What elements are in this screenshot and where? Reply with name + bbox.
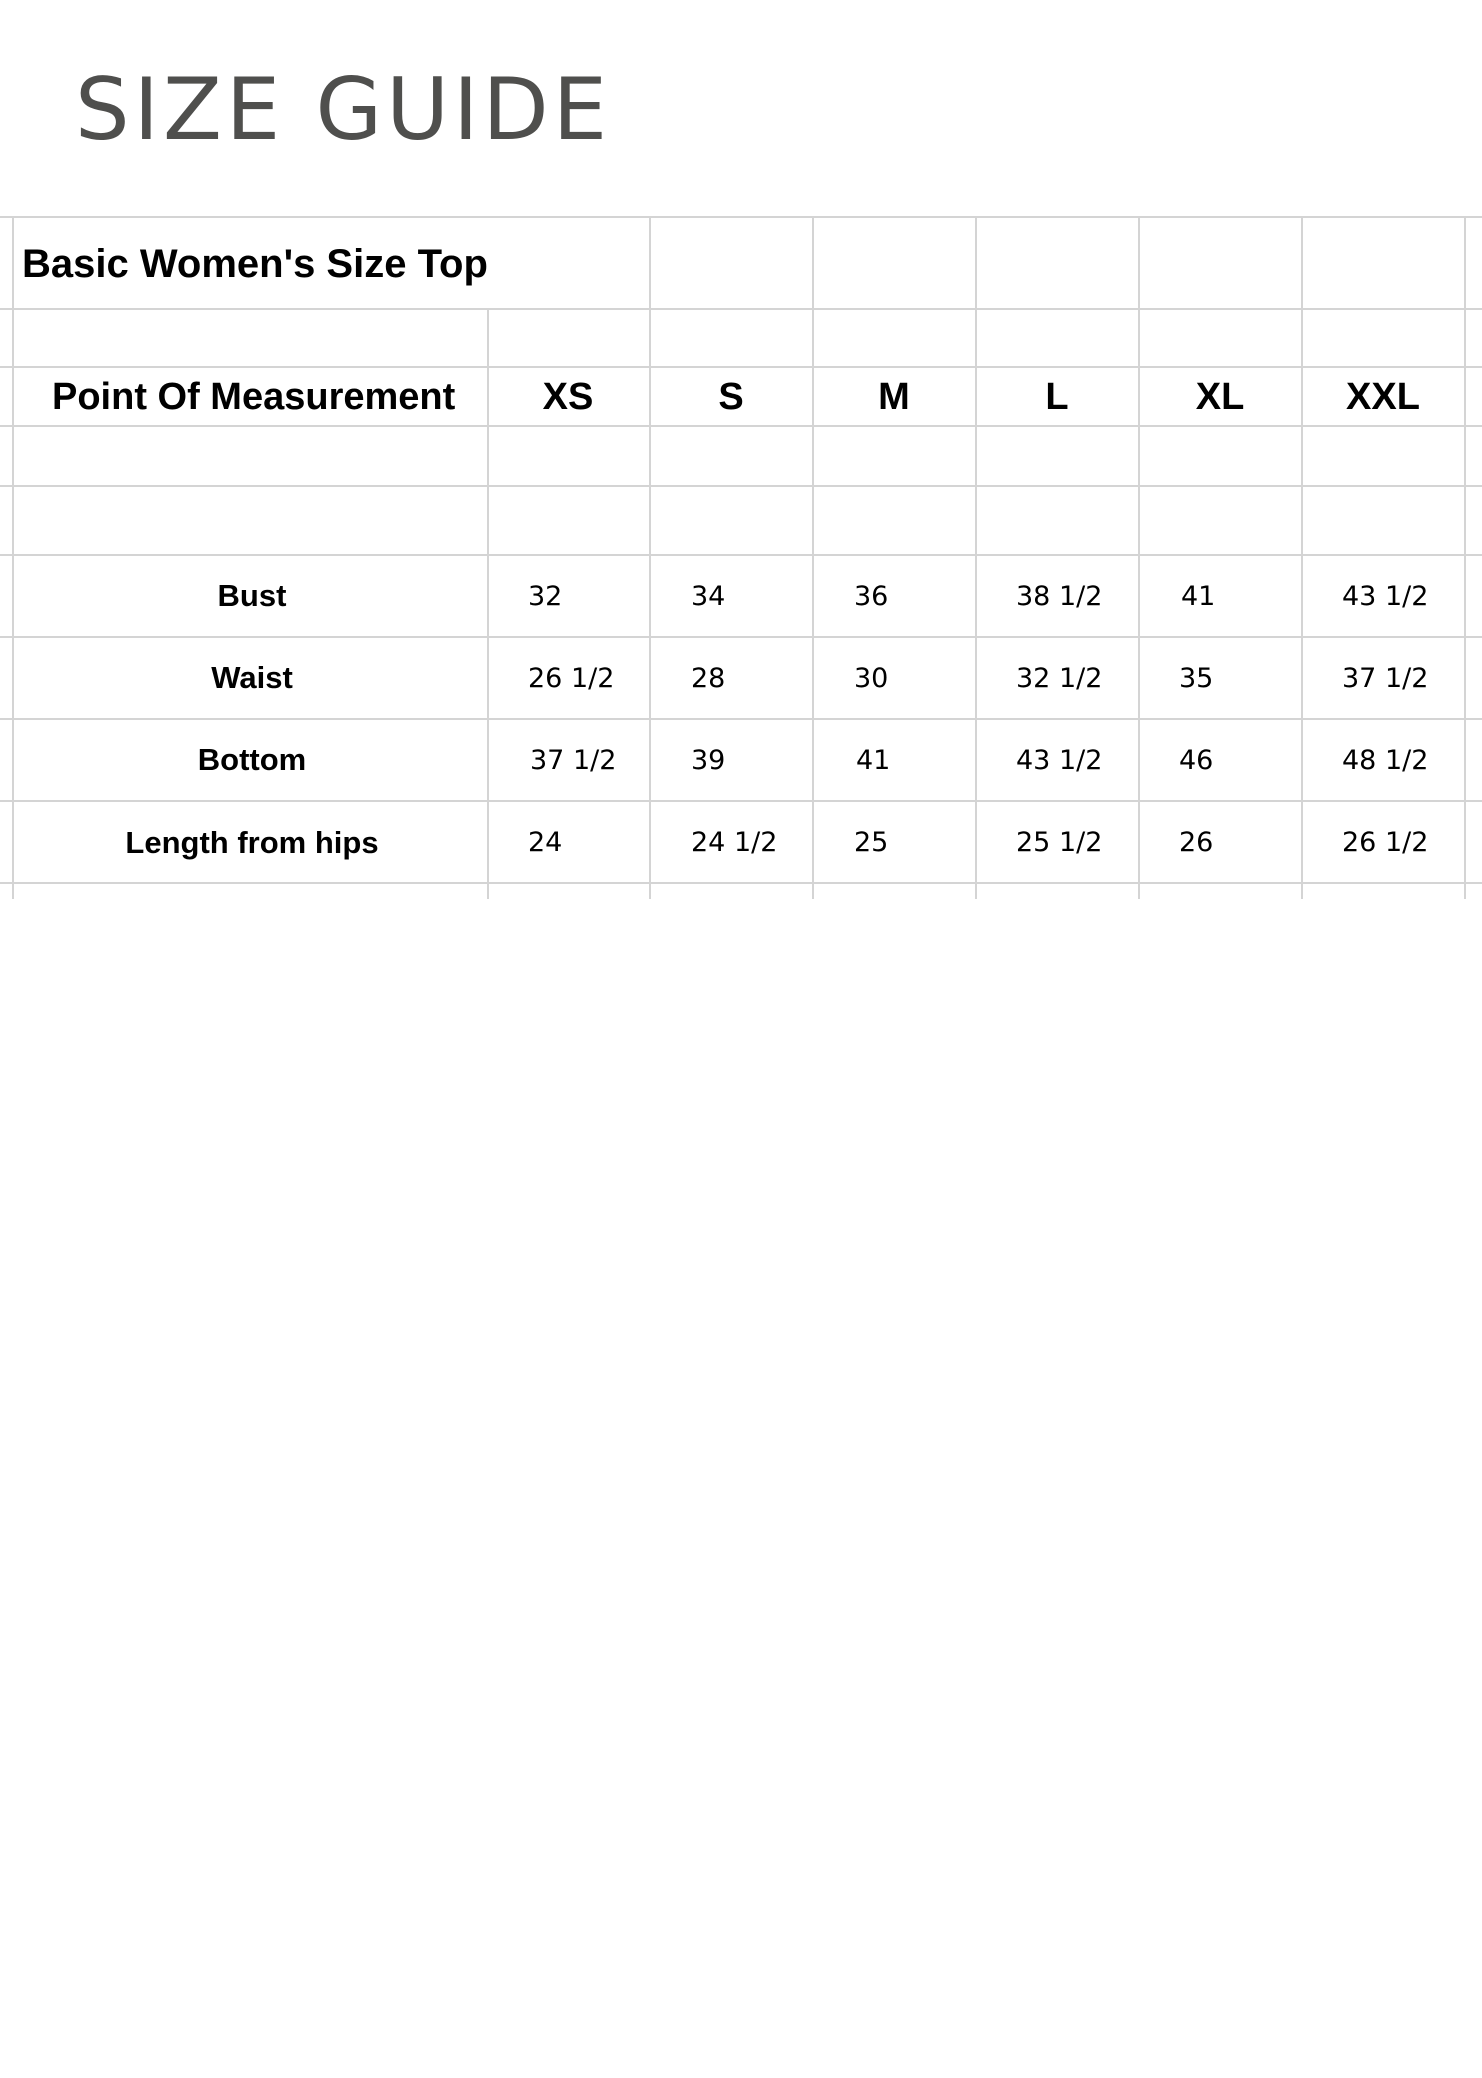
cell-bust-s: 34 <box>691 581 726 612</box>
size-header-s: S <box>718 376 744 418</box>
cell-length-xxl: 26 1/2 <box>1342 827 1429 858</box>
cell-bottom-xxl: 48 1/2 <box>1342 745 1429 776</box>
cell-bottom-xs: 37 1/2 <box>530 745 617 776</box>
size-header-xxl: XXL <box>1346 376 1420 418</box>
cell-length-xs: 24 <box>528 827 563 858</box>
cell-waist-xxl: 37 1/2 <box>1342 663 1429 694</box>
cell-bottom-s: 39 <box>691 745 726 776</box>
page-title: SIZE GUIDE <box>75 60 612 160</box>
row-label-waist: Waist <box>211 660 293 695</box>
cell-bottom-l: 43 1/2 <box>1016 745 1103 776</box>
point-of-measurement-header: Point Of Measurement <box>52 376 456 418</box>
cell-length-m: 25 <box>854 827 889 858</box>
cell-bust-l: 38 1/2 <box>1016 581 1103 612</box>
cell-waist-s: 28 <box>691 663 726 694</box>
row-label-bust: Bust <box>217 578 287 613</box>
cell-waist-xs: 26 1/2 <box>528 663 615 694</box>
cell-bust-m: 36 <box>854 581 889 612</box>
cell-bust-xs: 32 <box>528 581 563 612</box>
row-label-bottom: Bottom <box>197 742 307 777</box>
size-header-xs: XS <box>542 376 594 418</box>
cell-bust-xl: 41 <box>1181 581 1216 612</box>
cell-length-s: 24 1/2 <box>691 827 778 858</box>
row-label-length-from-hips: Length from hips <box>125 825 379 860</box>
size-header-m: M <box>878 376 910 418</box>
size-header-xl: XL <box>1195 376 1245 418</box>
cell-length-l: 25 1/2 <box>1016 827 1103 858</box>
table-title: Basic Women's Size Top <box>22 242 488 286</box>
cell-bottom-xl: 46 <box>1179 745 1214 776</box>
size-header-l: L <box>1045 376 1069 418</box>
cell-waist-l: 32 1/2 <box>1016 663 1103 694</box>
cell-bust-xxl: 43 1/2 <box>1342 581 1429 612</box>
cell-length-xl: 26 <box>1179 827 1214 858</box>
cell-waist-m: 30 <box>854 663 889 694</box>
cell-waist-xl: 35 <box>1179 663 1214 694</box>
cell-bottom-m: 41 <box>856 745 891 776</box>
